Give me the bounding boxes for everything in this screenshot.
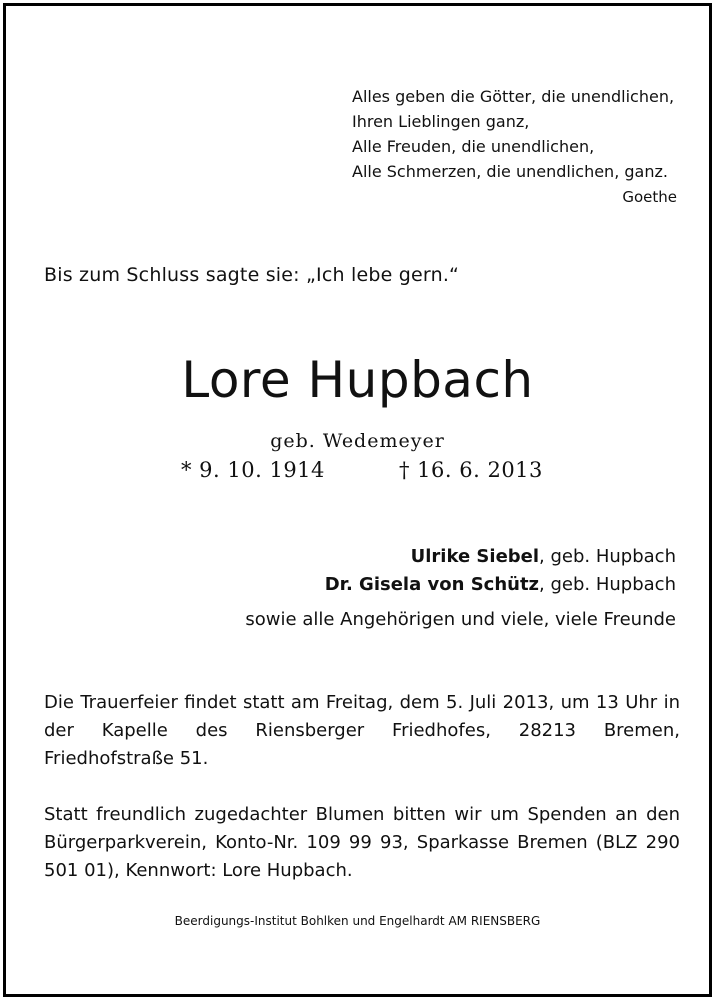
mourner-name: Ulrike Siebel — [410, 546, 540, 567]
funeral-info: Die Trauerfeier findet statt am Freitag, dem 5. Juli 2013, um 13 Uhr in der Kapelle des Riensberger Friedhofes, 28213 Bremen, Friedhofstraße 51. — [44, 692, 680, 769]
mourner — [325, 543, 676, 571]
obituary-notice — [3, 3, 712, 997]
funeral-home: Beerdigungs-Institut Bohlken und Engelhardt AM RIENSBERG — [174, 914, 541, 928]
poem-line: Ihren Lieblingen ganz, — [352, 112, 530, 131]
mourners-list — [325, 543, 676, 599]
quote: Bis zum Schluss sagte sie: „Ich lebe gern.“ — [44, 264, 460, 286]
poem-line: Alle Schmerzen, die unendlichen, ganz. — [352, 162, 668, 181]
death-date: † 16. 6. 2013 — [399, 458, 543, 482]
poem-line: Alle Freuden, die unendlichen, — [352, 137, 595, 156]
maiden-name: geb. Wedemeyer — [270, 430, 445, 452]
mourner-suffix: , geb. Hupbach — [539, 546, 676, 567]
poem-author: Goethe — [622, 188, 677, 206]
poem-line: Alles geben die Götter, die unendlichen, — [352, 87, 675, 106]
other-mourners: sowie alle Angehörigen und viele, viele Freunde — [245, 609, 676, 630]
donation-info: Statt freundlich zugedachter Blumen bitten wir um Spenden an den Bürgerparkverein, Konto-Nr. 109 99 93, Sparkasse Bremen (BLZ 290 501 01), Kennwort: Lore Hupbach. — [44, 804, 680, 881]
poem — [352, 84, 675, 184]
mourner — [325, 571, 676, 599]
mourner-suffix: , geb. Hupbach — [539, 574, 676, 595]
deceased-name: Lore Hupbach — [181, 351, 534, 409]
mourner-name: Dr. Gisela von Schütz — [324, 574, 540, 595]
birth-date: * 9. 10. 1914 — [181, 458, 325, 482]
